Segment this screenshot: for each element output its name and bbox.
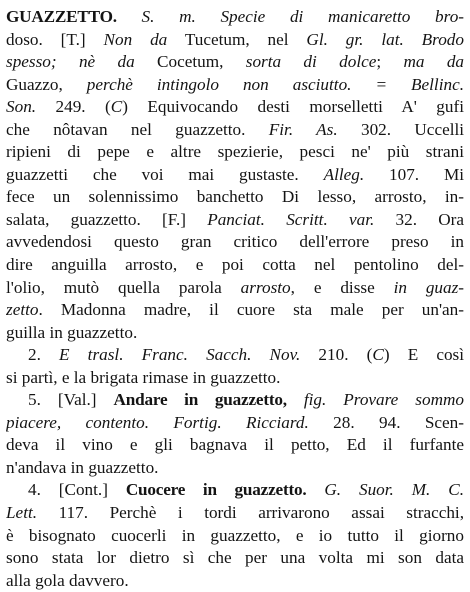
entry-line: che nôtavan nel guazzetto. Fir. As. 302. Uccelli	[6, 119, 464, 139]
entry-line: si partì, e la brigata rimase in guazzetto.	[6, 367, 281, 387]
citation-source: Lett.	[6, 503, 38, 523]
entry-line: è bisognato cuocerli in guazzetto, e io tutto il giorno	[6, 525, 464, 545]
entry-line: piacere, contento. Fortig. Ricciard. 28. 94. Scen-	[6, 412, 464, 432]
entry-line: doso. [T.] Non da Tucetum, nel Gl. gr. lat. Brodo	[6, 29, 464, 49]
citation-source: Son.	[6, 97, 37, 117]
entry-line: Guazzo, perchè intingolo non asciutto. = Bellinc.	[6, 74, 464, 94]
entry-line: alla gola davvero.	[6, 570, 129, 590]
entry-line: Lett. 117. Perchè i tordi arrivarono assai stracchi,	[6, 503, 464, 523]
citation-source: G. Suor. M. C.	[324, 480, 464, 500]
editor-tag: [T.]	[60, 29, 86, 49]
entry-line: salata, guazzetto. [F.] Panciat. Scritt. var. 32. Ora	[6, 209, 464, 229]
sense-number: 5. [Val.]	[28, 390, 97, 410]
citation-source: Panciat. Scritt. var.	[207, 209, 375, 229]
citation-source: Fir. As.	[268, 119, 338, 139]
headword: GUAZZETTO.	[6, 7, 117, 26]
entry-line	[6, 6, 464, 29]
entry-line: guilla in guazzetto.	[6, 322, 138, 342]
entry-line: avvedendosi questo gran critico dell'errore preso in	[6, 232, 464, 252]
entry-line: spesso; nè da Cocetum, sorta di dolce; ma da	[6, 52, 464, 72]
sense-5-line: 5. [Val.] Andare in guazzetto, fig. Provare sommo	[28, 390, 464, 410]
entry-line: deva il vino e gli bagnava il petto, Ed il furfante	[6, 435, 464, 455]
entry-line: ripieni di pepe e altre spezierie, pesci ne' più strani	[6, 142, 464, 162]
entry-line: dire anguilla arrosto, e poi cotta nel pentolino del-	[6, 255, 464, 275]
entry-line: fece un solennissimo banchetto Di lesso, arrosto, in-	[6, 187, 464, 207]
definition-text: Specie di manicaretto bro-	[220, 7, 464, 26]
citation-source: Franc. Sacch. Nov.	[141, 345, 301, 365]
dictionary-entry	[6, 6, 464, 592]
sense-number: 4. [Cont.]	[28, 480, 108, 500]
sense-number: 2.	[28, 345, 41, 365]
phrase-headword: Cuocere in guazzetto.	[125, 480, 307, 500]
entry-line: l'olio, mutò quella parola arrosto, e disse in guaz-	[6, 277, 464, 297]
grammar-label: S. m.	[141, 7, 196, 26]
entry-line: sono stata lor dietro sì che per una volta mi son data	[6, 548, 464, 568]
sense-4-line	[6, 479, 464, 502]
sense-2-line: 2. E trasl. Franc. Sacch. Nov. 210. (C) E così	[28, 345, 464, 365]
entry-line: zetto. Madonna madre, il cuore sta male per un'an-	[6, 300, 464, 320]
entry-line: Son. 249. (C) Equivocando desti morselletti A' gufi	[6, 97, 464, 117]
citation-source: Alleg.	[323, 164, 365, 184]
phrase-headword: Andare in guazzetto,	[113, 390, 287, 410]
entry-line: n'andava in guazzetto.	[6, 457, 159, 477]
entry-line: guazzetti che voi mai gustaste. Alleg. 107. Mi	[6, 164, 464, 184]
